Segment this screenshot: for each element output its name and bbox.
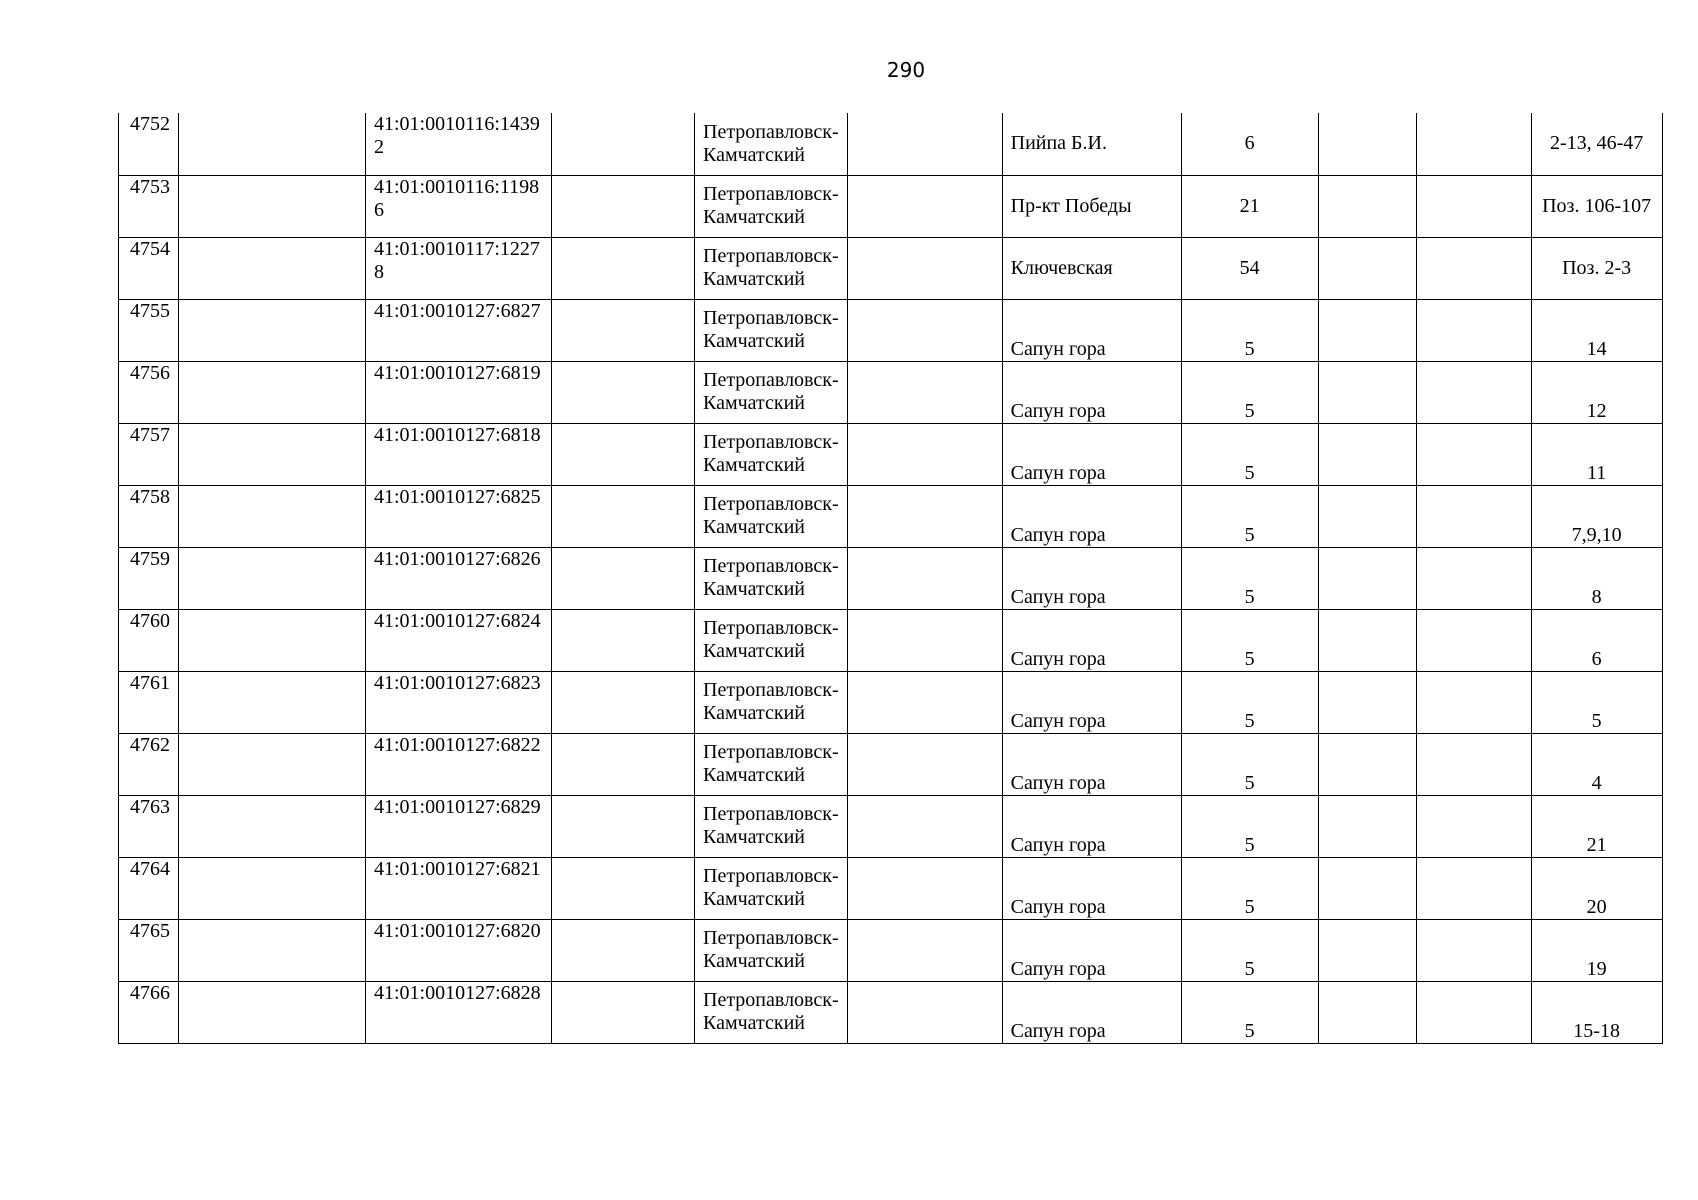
empty-cell bbox=[179, 609, 366, 671]
empty-cell bbox=[1318, 361, 1416, 423]
table-row bbox=[119, 423, 1663, 485]
city-name: Петропавловск-Камчатский bbox=[695, 981, 848, 1043]
street-name: Сапун гора bbox=[1002, 981, 1181, 1043]
empty-cell bbox=[179, 361, 366, 423]
table-row bbox=[119, 795, 1663, 857]
empty-cell bbox=[1318, 113, 1416, 175]
empty-cell bbox=[1318, 547, 1416, 609]
premises-positions: 6 bbox=[1531, 609, 1662, 671]
table-row bbox=[119, 175, 1663, 237]
record-number: 4760 bbox=[119, 609, 179, 671]
empty-cell bbox=[1318, 609, 1416, 671]
empty-cell bbox=[1318, 795, 1416, 857]
city-name: Петропавловск-Камчатский bbox=[695, 485, 848, 547]
cadastral-number: 41:01:0010127:6824 bbox=[366, 609, 552, 671]
empty-cell bbox=[1416, 485, 1531, 547]
empty-cell bbox=[1416, 795, 1531, 857]
house-number: 5 bbox=[1181, 485, 1318, 547]
empty-cell bbox=[1416, 919, 1531, 981]
empty-cell bbox=[179, 981, 366, 1043]
empty-cell bbox=[552, 423, 695, 485]
empty-cell bbox=[1416, 671, 1531, 733]
premises-positions: Поз. 2-3 bbox=[1531, 237, 1662, 299]
house-number: 5 bbox=[1181, 857, 1318, 919]
street-name: Сапун гора bbox=[1002, 423, 1181, 485]
empty-cell bbox=[847, 857, 1002, 919]
cadastral-number: 41:01:0010117:12278 bbox=[366, 237, 552, 299]
empty-cell bbox=[847, 237, 1002, 299]
street-name: Сапун гора bbox=[1002, 547, 1181, 609]
empty-cell bbox=[179, 795, 366, 857]
empty-cell bbox=[1318, 733, 1416, 795]
premises-positions: 2-13, 46-47 bbox=[1531, 113, 1662, 175]
street-name: Сапун гора bbox=[1002, 857, 1181, 919]
city-name: Петропавловск-Камчатский bbox=[695, 609, 848, 671]
table-row bbox=[119, 237, 1663, 299]
street-name: Сапун гора bbox=[1002, 795, 1181, 857]
empty-cell bbox=[1318, 671, 1416, 733]
premises-positions: 5 bbox=[1531, 671, 1662, 733]
city-name: Петропавловск-Камчатский bbox=[695, 299, 848, 361]
empty-cell bbox=[179, 919, 366, 981]
empty-cell bbox=[847, 795, 1002, 857]
house-number: 5 bbox=[1181, 795, 1318, 857]
empty-cell bbox=[1318, 919, 1416, 981]
record-number: 4763 bbox=[119, 795, 179, 857]
empty-cell bbox=[552, 671, 695, 733]
record-number: 4766 bbox=[119, 981, 179, 1043]
empty-cell bbox=[552, 485, 695, 547]
city-name: Петропавловск-Камчатский bbox=[695, 733, 848, 795]
house-number: 54 bbox=[1181, 237, 1318, 299]
table-row bbox=[119, 113, 1663, 175]
premises-positions: 11 bbox=[1531, 423, 1662, 485]
table-row bbox=[119, 485, 1663, 547]
cadastral-number: 41:01:0010116:14392 bbox=[366, 113, 552, 175]
empty-cell bbox=[179, 175, 366, 237]
city-name: Петропавловск-Камчатский bbox=[695, 857, 848, 919]
empty-cell bbox=[552, 733, 695, 795]
empty-cell bbox=[847, 733, 1002, 795]
empty-cell bbox=[552, 547, 695, 609]
empty-cell bbox=[552, 299, 695, 361]
empty-cell bbox=[847, 547, 1002, 609]
house-number: 5 bbox=[1181, 547, 1318, 609]
empty-cell bbox=[847, 485, 1002, 547]
empty-cell bbox=[552, 919, 695, 981]
empty-cell bbox=[179, 547, 366, 609]
registry-table-body bbox=[119, 113, 1663, 1043]
empty-cell bbox=[847, 175, 1002, 237]
cadastral-number: 41:01:0010127:6819 bbox=[366, 361, 552, 423]
record-number: 4752 bbox=[119, 113, 179, 175]
empty-cell bbox=[179, 857, 366, 919]
empty-cell bbox=[1416, 423, 1531, 485]
premises-positions: 4 bbox=[1531, 733, 1662, 795]
house-number: 5 bbox=[1181, 423, 1318, 485]
premises-positions: 20 bbox=[1531, 857, 1662, 919]
empty-cell bbox=[552, 795, 695, 857]
empty-cell bbox=[179, 113, 366, 175]
premises-positions: 14 bbox=[1531, 299, 1662, 361]
empty-cell bbox=[179, 733, 366, 795]
table-row bbox=[119, 857, 1663, 919]
empty-cell bbox=[1416, 857, 1531, 919]
street-name: Сапун гора bbox=[1002, 733, 1181, 795]
empty-cell bbox=[1318, 175, 1416, 237]
cadastral-number: 41:01:0010127:6820 bbox=[366, 919, 552, 981]
house-number: 6 bbox=[1181, 113, 1318, 175]
empty-cell bbox=[1318, 237, 1416, 299]
empty-cell bbox=[847, 113, 1002, 175]
table-row bbox=[119, 609, 1663, 671]
street-name: Пр-кт Победы bbox=[1002, 175, 1181, 237]
cadastral-number: 41:01:0010127:6821 bbox=[366, 857, 552, 919]
empty-cell bbox=[1318, 423, 1416, 485]
table-row bbox=[119, 547, 1663, 609]
house-number: 5 bbox=[1181, 299, 1318, 361]
empty-cell bbox=[179, 299, 366, 361]
premises-positions: 12 bbox=[1531, 361, 1662, 423]
premises-positions: 19 bbox=[1531, 919, 1662, 981]
empty-cell bbox=[1416, 547, 1531, 609]
empty-cell bbox=[552, 175, 695, 237]
empty-cell bbox=[1318, 485, 1416, 547]
house-number: 5 bbox=[1181, 671, 1318, 733]
street-name: Ключевская bbox=[1002, 237, 1181, 299]
record-number: 4755 bbox=[119, 299, 179, 361]
premises-positions: 21 bbox=[1531, 795, 1662, 857]
empty-cell bbox=[1416, 299, 1531, 361]
empty-cell bbox=[1416, 609, 1531, 671]
house-number: 5 bbox=[1181, 981, 1318, 1043]
street-name: Сапун гора bbox=[1002, 609, 1181, 671]
page-number: 290 bbox=[886, 58, 926, 82]
table-row bbox=[119, 361, 1663, 423]
street-name: Сапун гора bbox=[1002, 361, 1181, 423]
cadastral-number: 41:01:0010116:11986 bbox=[366, 175, 552, 237]
street-name: Сапун гора bbox=[1002, 299, 1181, 361]
city-name: Петропавловск-Камчатский bbox=[695, 237, 848, 299]
empty-cell bbox=[847, 361, 1002, 423]
empty-cell bbox=[847, 423, 1002, 485]
empty-cell bbox=[552, 857, 695, 919]
table-row bbox=[119, 671, 1663, 733]
empty-cell bbox=[1318, 981, 1416, 1043]
empty-cell bbox=[1318, 299, 1416, 361]
house-number: 5 bbox=[1181, 361, 1318, 423]
city-name: Петропавловск-Камчатский bbox=[695, 175, 848, 237]
cadastral-number: 41:01:0010127:6826 bbox=[366, 547, 552, 609]
table-row bbox=[119, 919, 1663, 981]
cadastral-number: 41:01:0010127:6828 bbox=[366, 981, 552, 1043]
empty-cell bbox=[847, 981, 1002, 1043]
empty-cell bbox=[552, 113, 695, 175]
record-number: 4754 bbox=[119, 237, 179, 299]
house-number: 5 bbox=[1181, 609, 1318, 671]
table-row bbox=[119, 981, 1663, 1043]
record-number: 4761 bbox=[119, 671, 179, 733]
city-name: Петропавловск-Камчатский bbox=[695, 113, 848, 175]
city-name: Петропавловск-Камчатский bbox=[695, 423, 848, 485]
street-name: Сапун гора bbox=[1002, 485, 1181, 547]
empty-cell bbox=[1416, 733, 1531, 795]
empty-cell bbox=[1416, 237, 1531, 299]
empty-cell bbox=[552, 361, 695, 423]
record-number: 4758 bbox=[119, 485, 179, 547]
empty-cell bbox=[847, 609, 1002, 671]
cadastral-number: 41:01:0010127:6825 bbox=[366, 485, 552, 547]
empty-cell bbox=[847, 671, 1002, 733]
record-number: 4764 bbox=[119, 857, 179, 919]
street-name: Сапун гора bbox=[1002, 671, 1181, 733]
cadastral-number: 41:01:0010127:6818 bbox=[366, 423, 552, 485]
empty-cell bbox=[179, 423, 366, 485]
empty-cell bbox=[1416, 113, 1531, 175]
city-name: Петропавловск-Камчатский bbox=[695, 361, 848, 423]
city-name: Петропавловск-Камчатский bbox=[695, 919, 848, 981]
table-row bbox=[119, 299, 1663, 361]
empty-cell bbox=[1416, 361, 1531, 423]
premises-positions: Поз. 106-107 bbox=[1531, 175, 1662, 237]
cadastral-number: 41:01:0010127:6827 bbox=[366, 299, 552, 361]
registry-table bbox=[118, 113, 1663, 1044]
house-number: 5 bbox=[1181, 733, 1318, 795]
empty-cell bbox=[179, 671, 366, 733]
table-row bbox=[119, 733, 1663, 795]
cadastral-number: 41:01:0010127:6822 bbox=[366, 733, 552, 795]
premises-positions: 8 bbox=[1531, 547, 1662, 609]
empty-cell bbox=[1318, 857, 1416, 919]
house-number: 5 bbox=[1181, 919, 1318, 981]
cadastral-number: 41:01:0010127:6823 bbox=[366, 671, 552, 733]
city-name: Петропавловск-Камчатский bbox=[695, 671, 848, 733]
empty-cell bbox=[552, 981, 695, 1043]
street-name: Пийпа Б.И. bbox=[1002, 113, 1181, 175]
cadastral-number: 41:01:0010127:6829 bbox=[366, 795, 552, 857]
record-number: 4753 bbox=[119, 175, 179, 237]
empty-cell bbox=[552, 237, 695, 299]
house-number: 21 bbox=[1181, 175, 1318, 237]
city-name: Петропавловск-Камчатский bbox=[695, 547, 848, 609]
empty-cell bbox=[1416, 981, 1531, 1043]
empty-cell bbox=[179, 237, 366, 299]
record-number: 4759 bbox=[119, 547, 179, 609]
empty-cell bbox=[552, 609, 695, 671]
empty-cell bbox=[179, 485, 366, 547]
empty-cell bbox=[1416, 175, 1531, 237]
record-number: 4762 bbox=[119, 733, 179, 795]
record-number: 4756 bbox=[119, 361, 179, 423]
city-name: Петропавловск-Камчатский bbox=[695, 795, 848, 857]
record-number: 4757 bbox=[119, 423, 179, 485]
empty-cell bbox=[847, 299, 1002, 361]
premises-positions: 15-18 bbox=[1531, 981, 1662, 1043]
empty-cell bbox=[847, 919, 1002, 981]
premises-positions: 7,9,10 bbox=[1531, 485, 1662, 547]
street-name: Сапун гора bbox=[1002, 919, 1181, 981]
record-number: 4765 bbox=[119, 919, 179, 981]
